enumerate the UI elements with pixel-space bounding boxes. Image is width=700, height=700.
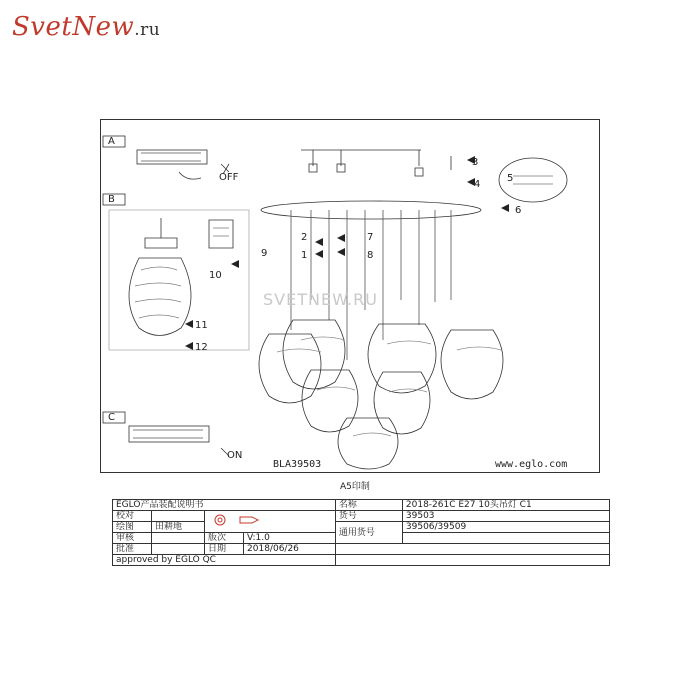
row-label-3: 审核 — [113, 533, 152, 544]
shade-5 — [374, 372, 430, 434]
common-label: 通用货号 — [335, 522, 402, 544]
shade-7 — [338, 418, 398, 469]
date-value: 2018/06/26 — [244, 544, 336, 555]
step-4: 4 — [474, 179, 481, 190]
step-8: 8 — [367, 250, 374, 261]
shade-2 — [283, 320, 345, 389]
brand-title: EGLO产品装配说明书 — [113, 500, 336, 511]
date-label: 日期 — [205, 544, 244, 555]
shade-3 — [302, 370, 358, 432]
step-10: 10 — [209, 270, 222, 281]
shade-1 — [259, 334, 321, 403]
step-6: 6 — [515, 205, 522, 216]
step-9: 9 — [261, 248, 268, 259]
site-logo-domain: .ru — [134, 20, 161, 40]
common-value-blank — [402, 533, 609, 544]
step-7: 7 — [367, 232, 374, 243]
row-value-2: 田耕地 — [152, 522, 205, 533]
site-logo-text: SvetNew — [12, 12, 135, 42]
site-logo[interactable] — [12, 12, 160, 42]
print-note: A5印制 — [340, 482, 370, 492]
row-value-4 — [152, 544, 205, 555]
glass-shade-b — [129, 258, 191, 336]
watermark: SVETNEW.RU — [263, 290, 378, 309]
section-c-label: C — [108, 412, 115, 423]
terminal-block-a — [137, 150, 207, 164]
section-b-label: B — [108, 194, 115, 205]
approved-by: approved by EGLO QC — [113, 555, 336, 566]
version-label: 版次 — [205, 533, 244, 544]
shade-4 — [368, 324, 436, 393]
row-label-4: 批准 — [113, 544, 152, 555]
step-11: 11 — [195, 320, 208, 331]
title-block — [112, 499, 610, 566]
ceiling-canopy — [261, 201, 481, 219]
item-label: 货号 — [335, 511, 402, 522]
projection-symbol — [205, 511, 336, 533]
row-value-3 — [152, 533, 205, 544]
projection-icon — [208, 513, 268, 527]
website: www.eglo.com — [495, 459, 568, 470]
step-12: 12 — [195, 342, 208, 353]
row-value-1 — [152, 511, 205, 522]
row-label-2: 绘图 — [113, 522, 152, 533]
step-5: 5 — [507, 173, 514, 184]
wire-a — [179, 172, 201, 179]
on-label: ON — [227, 450, 243, 461]
step-2: 2 — [301, 232, 308, 243]
step-1: 1 — [301, 250, 308, 261]
section-a-label: A — [108, 136, 115, 147]
lamp-holder — [145, 238, 177, 248]
item-value: 39503 — [402, 511, 609, 522]
version-value: V:1.0 — [244, 533, 336, 544]
name-label: 名称 — [335, 500, 402, 511]
shade-6 — [441, 330, 503, 399]
row-label-1: 校对 — [113, 511, 152, 522]
common-value: 39506/39509 — [402, 522, 609, 533]
model-code: BLA39503 — [273, 459, 322, 470]
name-value: 2018-261C E27 10头吊灯 C1 — [402, 500, 609, 511]
socket-detail — [209, 220, 233, 248]
terminal-block-c — [129, 426, 209, 442]
step-3: 3 — [472, 157, 479, 168]
off-label: OFF — [219, 172, 239, 183]
